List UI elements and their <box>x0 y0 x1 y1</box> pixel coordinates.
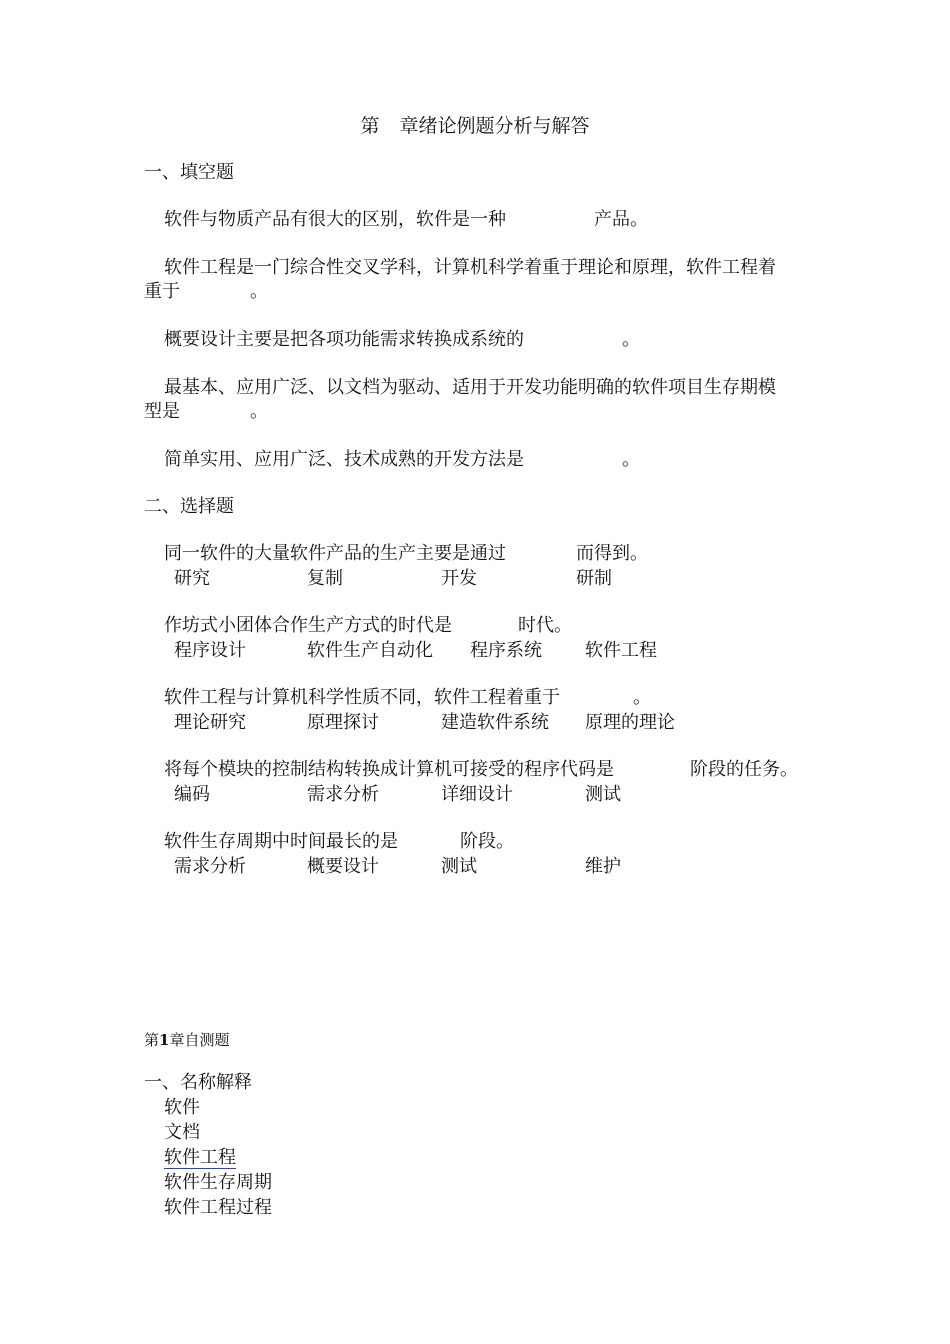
choice-q2-text: 作坊式小团体合作生产方式的时代是 <box>164 615 452 636</box>
fill-q1-suffix: 产品。 <box>594 209 648 230</box>
term-item: 软件生存周期 <box>164 1172 272 1193</box>
choice-q2-option-b: 软件生产自动化 <box>307 640 433 661</box>
choice-q3-option-c: 建造软件系统 <box>441 712 549 733</box>
choice-q1-option-a: 研究 <box>174 568 210 589</box>
choice-q4-text: 将每个模块的控制结构转换成计算机可接受的程序代码是 <box>164 759 614 780</box>
terms-heading: 一、名称解释 <box>144 1072 252 1093</box>
choice-q1-option-d: 研制 <box>576 568 612 589</box>
choice-q2-option-a: 程序设计 <box>174 640 246 661</box>
choice-q5-option-b: 概要设计 <box>307 856 379 877</box>
fill-q4-line2: 型是 <box>144 401 180 422</box>
choice-q3-suffix: 。 <box>633 687 651 708</box>
term-item: 软件工程过程 <box>164 1197 272 1218</box>
fill-q5-suffix: 。 <box>622 449 640 470</box>
term-item: 软件 <box>164 1097 200 1118</box>
choice-q5-option-a: 需求分析 <box>174 856 246 877</box>
fill-q4-line1: 最基本、应用广泛、以文档为驱动、适用于开发功能明确的软件项目生存期模 <box>164 377 776 398</box>
page-title: 第 章绪论例题分析与解答 <box>360 115 590 137</box>
choice-q2-option-d: 软件工程 <box>585 640 657 661</box>
choice-q4-option-b: 需求分析 <box>307 784 379 805</box>
choice-q4-suffix: 阶段的任务。 <box>690 759 798 780</box>
choice-q3-option-b: 原理探讨 <box>307 712 379 733</box>
choice-q1-text: 同一软件的大量软件产品的生产主要是通过 <box>164 543 506 564</box>
choice-heading: 二、选择题 <box>144 496 234 517</box>
fill-q3-text: 概要设计主要是把各项功能需求转换成系统的 <box>164 329 524 350</box>
fill-q4-suffix: 。 <box>250 401 268 422</box>
choice-q3-option-d: 原理的理论 <box>585 712 675 733</box>
fill-q5-text: 简单实用、应用广泛、技术成熟的开发方法是 <box>164 449 524 470</box>
choice-q4-option-a: 编码 <box>174 784 210 805</box>
fill-q2-line2: 重于 <box>144 281 180 302</box>
choice-q1-option-c: 开发 <box>441 568 477 589</box>
choice-q5-text: 软件生存周期中时间最长的是 <box>164 831 398 852</box>
choice-q1-option-b: 复制 <box>307 568 343 589</box>
term-item-link <box>164 1146 236 1170</box>
selftest-title: 第1章自测题 <box>144 1031 230 1049</box>
choice-q1-suffix: 而得到。 <box>576 543 648 564</box>
fill-q1-text: 软件与物质产品有很大的区别，软件是一种 <box>164 209 506 230</box>
choice-q2-option-c: 程序系统 <box>470 640 542 661</box>
choice-q5-suffix: 阶段。 <box>460 831 514 852</box>
choice-q3-text: 软件工程与计算机科学性质不同，软件工程着重于 <box>164 687 560 708</box>
term-item: 文档 <box>164 1122 200 1143</box>
fill-q3-suffix: 。 <box>622 329 640 350</box>
fill-q2-line1: 软件工程是一门综合性交叉学科，计算机科学着重于理论和原理，软件工程着 <box>164 257 776 278</box>
choice-q3-option-a: 理论研究 <box>174 712 246 733</box>
choice-q4-option-c: 详细设计 <box>441 784 513 805</box>
choice-q5-option-d: 维护 <box>585 856 621 877</box>
fill-blank-heading: 一、填空题 <box>144 162 234 183</box>
choice-q4-option-d: 测试 <box>585 784 621 805</box>
term-item-underlined: 软件工程 <box>164 1147 236 1168</box>
choice-q2-suffix: 时代。 <box>518 615 572 636</box>
fill-q2-suffix: 。 <box>250 281 268 302</box>
choice-q5-option-c: 测试 <box>441 856 477 877</box>
